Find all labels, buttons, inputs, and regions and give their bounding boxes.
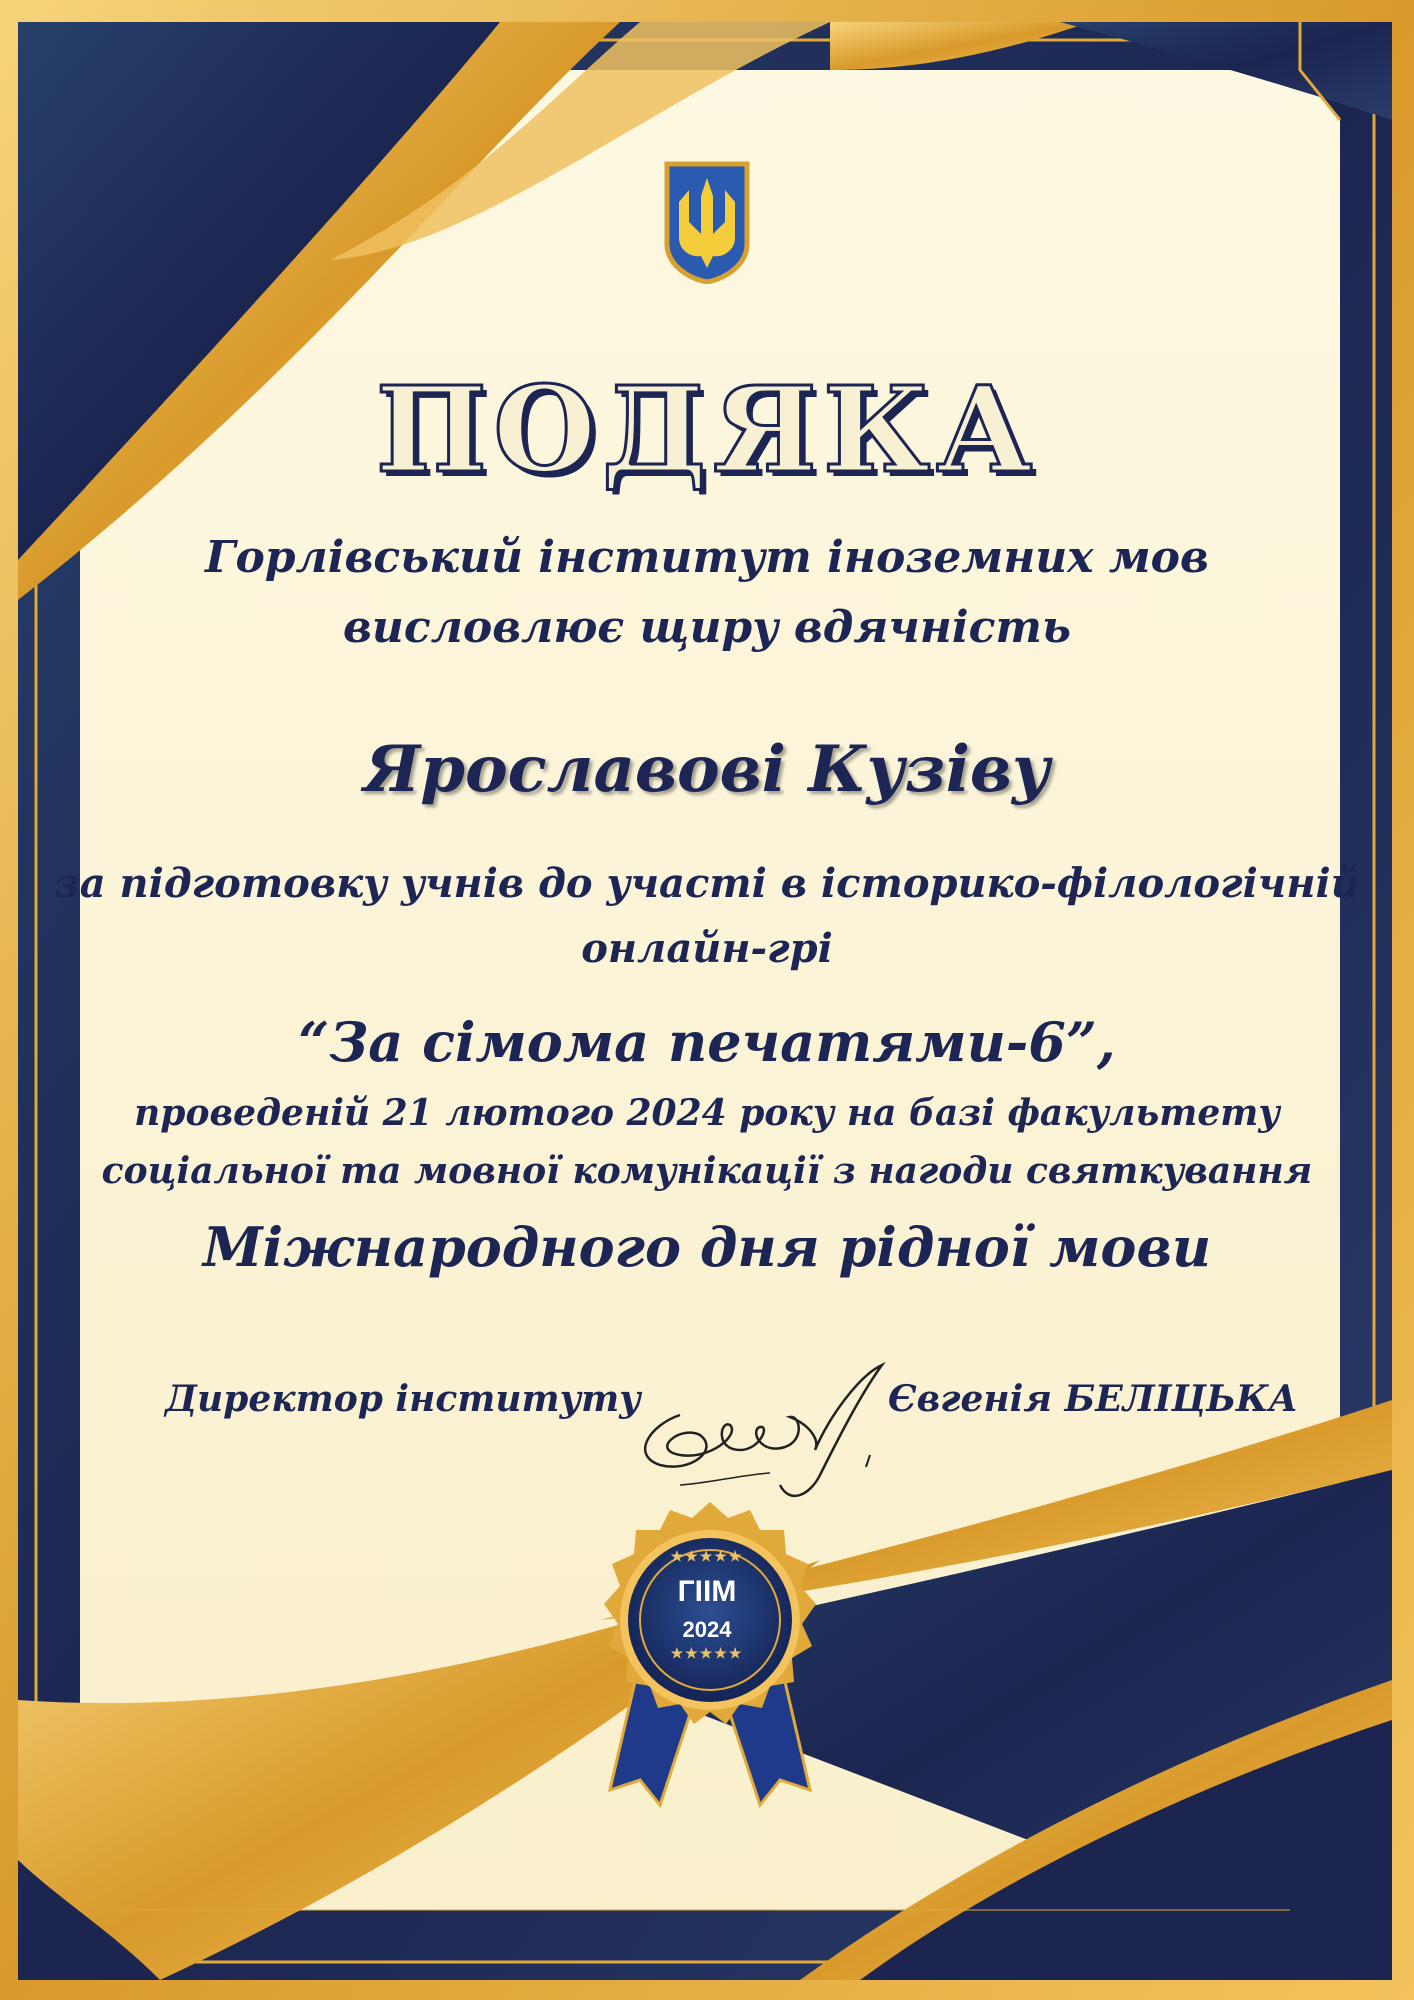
- seal-year: 2024: [682, 1617, 732, 1642]
- seal-stars-top: ★★★★★: [670, 1548, 744, 1564]
- event-name: “За сімома печатями-6”,: [298, 1010, 1116, 1074]
- recipient-name: Ярославові Кузіву: [363, 732, 1051, 807]
- signatory-position: Директор інституту: [165, 1378, 641, 1420]
- signatory-name: Євгенія БЕЛІЦЬКА: [888, 1378, 1298, 1420]
- details-line-1: проведеній 21 лютого 2024 року на базі факультету: [134, 1092, 1280, 1134]
- seal-stars-bottom: ★★★★★: [670, 1645, 744, 1661]
- reason-line-1: за підготовку учнів до участі в історико-філологічній: [54, 860, 1360, 907]
- issuer-line: Горлівський інститут іноземних мов: [205, 532, 1209, 583]
- details-line-2: соціальної та мовної комунікації з нагоди святкування: [101, 1150, 1313, 1192]
- reason-line-2: онлайн-грі: [581, 925, 833, 972]
- coat-of-arms-icon: [663, 160, 751, 284]
- certificate-title: ПОДЯКА: [375, 360, 1039, 499]
- seal-abbreviation: ГІІМ: [677, 1575, 737, 1608]
- handwritten-signature: [620, 1355, 890, 1505]
- occasion-line: Міжнародного дня рідної мови: [202, 1215, 1212, 1279]
- gratitude-line: висловлює щиру вдячність: [343, 602, 1071, 653]
